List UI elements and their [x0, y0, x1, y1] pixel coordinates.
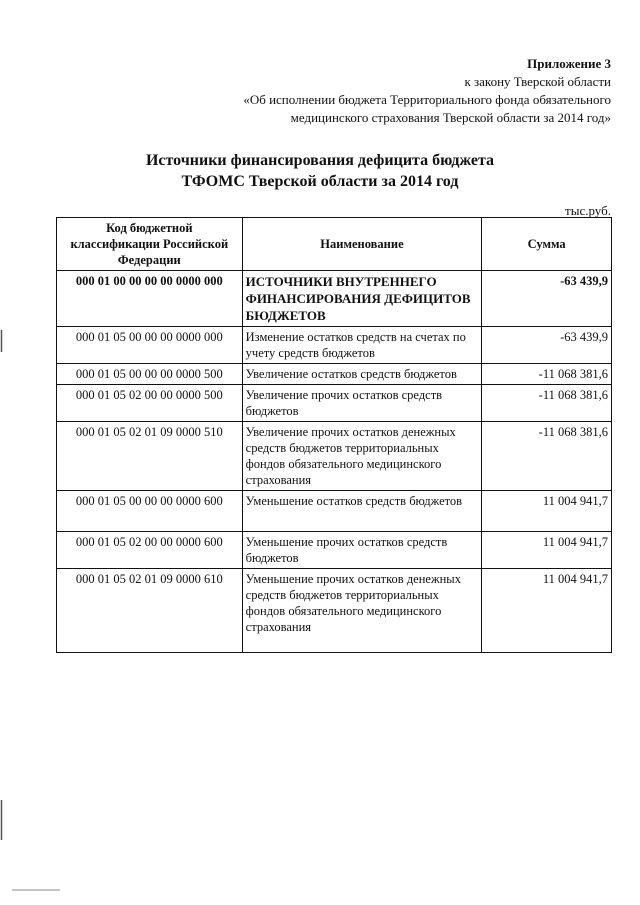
appendix-line-2: «Об исполнении бюджета Территориального фонда обязательного	[243, 92, 611, 107]
row-sum: -11 068 381,6	[482, 364, 612, 385]
row-name: Увеличение остатков средств бюджетов	[242, 364, 482, 385]
appendix-block	[243, 55, 611, 127]
row-code: 000 01 05 00 00 00 0000 000	[57, 327, 243, 364]
row-code: 000 01 05 02 01 09 0000 510	[57, 422, 243, 491]
document-title-line-1: Источники финансирования дефицита бюджета	[145, 152, 495, 169]
table-row	[57, 422, 612, 491]
table-row	[57, 364, 612, 385]
row-name: Изменение остатков средств на счетах по учету средств бюджетов	[242, 327, 482, 364]
row-name: Уменьшение остатков средств бюджетов	[242, 491, 482, 532]
row-sum: -63 439,9	[482, 271, 612, 327]
table-row	[57, 327, 612, 364]
table-row	[57, 491, 612, 532]
row-sum: -11 068 381,6	[482, 422, 612, 491]
table-header-row	[57, 218, 612, 271]
table-row	[57, 569, 612, 653]
header-sum: Сумма	[482, 218, 612, 271]
row-name: Увеличение прочих остатков денежных средств бюджетов территориальных фондов обязательного медицинского страхования	[242, 422, 482, 491]
table-row	[57, 385, 612, 422]
financing-sources-table	[56, 217, 612, 653]
table-row	[57, 271, 612, 327]
row-name: Уменьшение прочих остатков денежных средств бюджетов территориальных фондов обязательного медицинского страхования	[242, 569, 482, 653]
row-sum: 11 004 941,7	[482, 569, 612, 653]
appendix-line-1: к закону Тверской области	[464, 74, 611, 89]
row-sum: -11 068 381,6	[482, 385, 612, 422]
row-sum: -63 439,9	[482, 327, 612, 364]
appendix-line-3: медицинского страхования Тверской области за 2014 год»	[290, 110, 611, 125]
row-sum: 11 004 941,7	[482, 532, 612, 569]
appendix-title: Приложение 3	[527, 56, 611, 71]
row-code: 000 01 00 00 00 00 0000 000	[57, 271, 243, 327]
header-code: Код бюджетной классификации Российской Федерации	[57, 218, 243, 271]
row-code: 000 01 05 02 00 00 0000 600	[57, 532, 243, 569]
row-name: ИСТОЧНИКИ ВНУТРЕННЕГО ФИНАНСИРОВАНИЯ ДЕФИЦИТОВ БЮДЖЕТОВ	[242, 271, 482, 327]
row-code: 000 01 05 00 00 00 0000 500	[57, 364, 243, 385]
unit-label: тыс.руб.	[565, 203, 611, 218]
row-code: 000 01 05 02 00 00 0000 500	[57, 385, 243, 422]
row-sum: 11 004 941,7	[482, 491, 612, 532]
row-code: 000 01 05 02 01 09 0000 610	[57, 569, 243, 653]
document-title	[0, 150, 640, 192]
header-name: Наименование	[242, 218, 482, 271]
row-name: Увеличение прочих остатков средств бюджетов	[242, 385, 482, 422]
table-row	[57, 532, 612, 569]
row-code: 000 01 05 00 00 00 0000 600	[57, 491, 243, 532]
document-title-line-2: ТФОМС Тверской области за 2014 год	[181, 173, 459, 190]
row-name: Уменьшение прочих остатков средств бюджетов	[242, 532, 482, 569]
